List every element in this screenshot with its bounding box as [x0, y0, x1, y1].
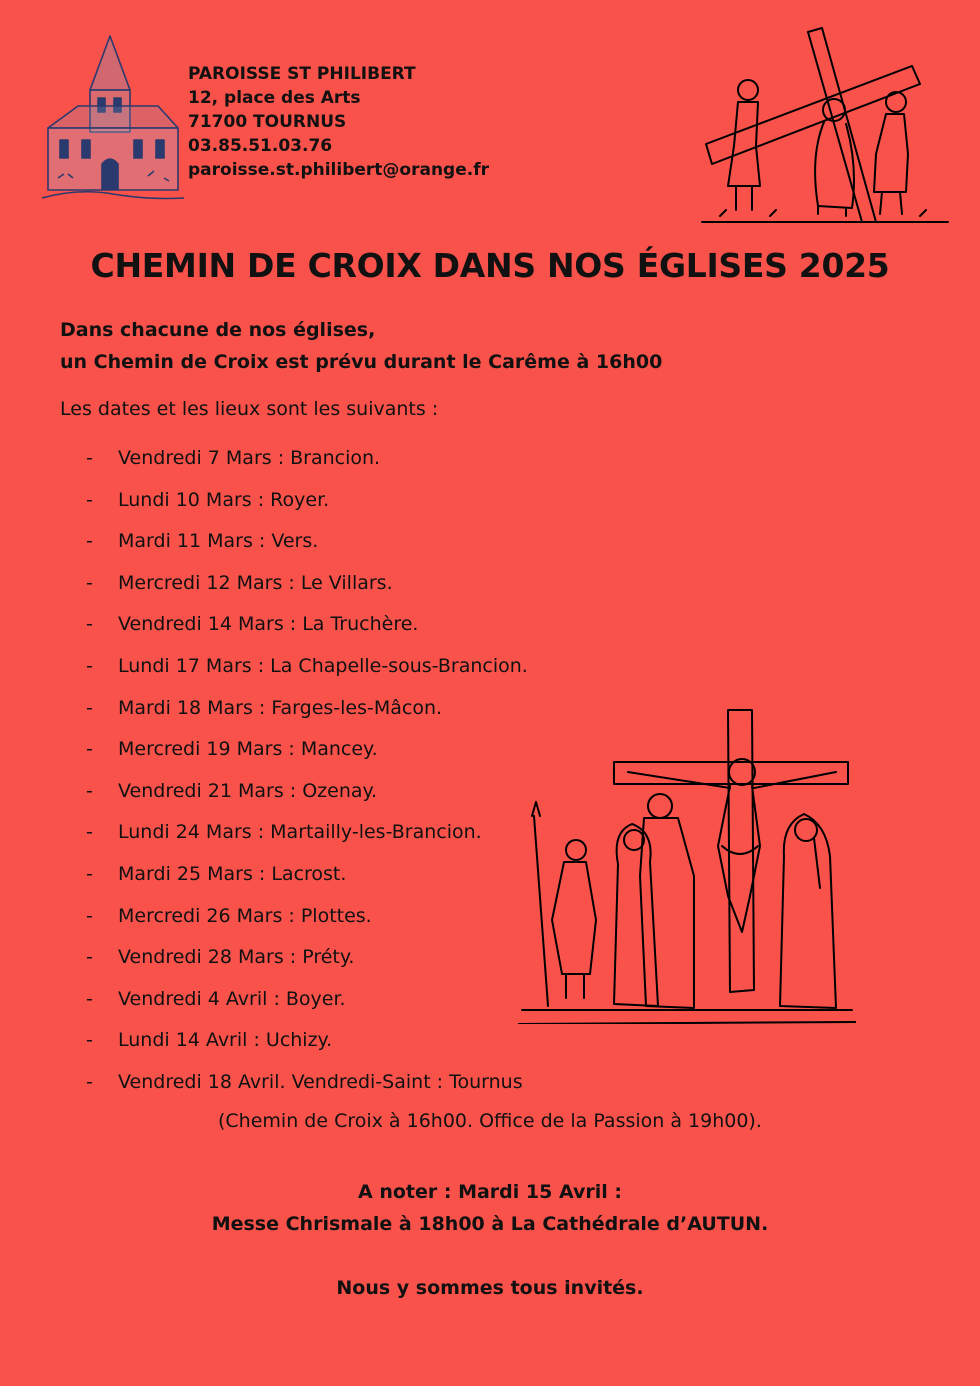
list-item-text: Vendredi 18 Avril. Vendredi-Saint : Tournus — [118, 1070, 523, 1093]
cross-bearing-illustration — [700, 26, 950, 228]
list-item-text: Vendredi 7 Mars : Brancion. — [118, 447, 381, 469]
intro-line-1: Dans chacune de nos églises, — [60, 319, 376, 341]
list-item-text: Vendredi 28 Mars : Préty. — [118, 946, 355, 969]
list-item-text: Mercredi 26 Mars : Plottes. — [118, 904, 372, 927]
list-item-text: Mardi 18 Mars : Farges-les-Mâcon. — [118, 696, 443, 719]
parish-name: PAROISSE ST PHILIBERT — [188, 64, 416, 84]
list-item-text: Vendredi 4 Avril : Boyer. — [118, 987, 346, 1010]
notice-line-1: A noter : Mardi 15 Avril : — [358, 1181, 622, 1203]
page-title: CHEMIN DE CROIX DANS NOS ÉGLISES 2025 — [90, 246, 890, 285]
list-item — [86, 818, 528, 860]
list-item — [86, 985, 528, 1027]
church-illustration — [38, 28, 188, 218]
parish-address: 12, place des Arts — [188, 88, 361, 108]
list-item-text: Lundi 17 Mars : La Chapelle-sous-Brancion. — [118, 654, 528, 677]
list-item — [86, 735, 528, 777]
list-intro: Les dates et les lieux sont les suivants : — [60, 398, 439, 420]
bullet-dash: - — [86, 904, 93, 927]
list-item-text: Mercredi 19 Mars : Mancey. — [118, 738, 378, 761]
bullet-dash: - — [86, 571, 93, 594]
list-item-text: Lundi 10 Mars : Royer. — [118, 488, 330, 511]
list-item — [86, 943, 528, 985]
bullet-dash: - — [86, 987, 93, 1010]
list-item — [86, 694, 528, 736]
bullet-dash: - — [86, 821, 93, 844]
list-item — [86, 1068, 528, 1110]
bullet-dash: - — [86, 447, 93, 469]
list-item — [86, 610, 528, 652]
list-item-text: Lundi 14 Avril : Uchizy. — [118, 1029, 333, 1052]
bullet-dash: - — [86, 946, 93, 969]
list-item — [86, 444, 528, 486]
list-item-text: Vendredi 14 Mars : La Truchère. — [118, 613, 419, 636]
bullet-dash: - — [86, 1070, 93, 1093]
invitation-line: Nous y sommes tous invités. — [336, 1277, 644, 1299]
notice-line-2: Messe Chrismale à 18h00 à La Cathédrale d’AUTUN. — [211, 1213, 769, 1235]
bullet-dash: - — [86, 696, 93, 719]
list-item — [86, 652, 528, 694]
schedule-list — [86, 444, 528, 1110]
intro-line-2: un Chemin de Croix est prévu durant le Carême à 16h00 — [60, 351, 663, 373]
parish-contact-block — [188, 62, 489, 182]
list-item-text: Mardi 11 Mars : Vers. — [118, 530, 319, 553]
good-friday-note: (Chemin de Croix à 16h00. Office de la Passion à 19h00). — [218, 1110, 762, 1132]
list-item-text: Vendredi 21 Mars : Ozenay. — [118, 779, 378, 802]
list-item — [86, 527, 528, 569]
crucifixion-illustration — [518, 706, 856, 1024]
bullet-dash: - — [86, 654, 93, 677]
parish-phone: 03.85.51.03.76 — [188, 136, 333, 156]
list-item — [86, 486, 528, 528]
list-item-text: Lundi 24 Mars : Martailly-les-Brancion. — [118, 821, 482, 844]
notice-block — [0, 1176, 980, 1304]
list-item — [86, 902, 528, 944]
intro-block — [60, 314, 662, 378]
bullet-dash: - — [86, 530, 93, 553]
list-item-text: Mercredi 12 Mars : Le Villars. — [118, 571, 393, 594]
list-item — [86, 777, 528, 819]
bullet-dash: - — [86, 738, 93, 761]
list-item — [86, 569, 528, 611]
parish-email: paroisse.st.philibert@orange.fr — [188, 160, 489, 180]
bullet-dash: - — [86, 488, 93, 511]
list-item-text: Mardi 25 Mars : Lacrost. — [118, 862, 347, 885]
bullet-dash: - — [86, 779, 93, 802]
parish-postal-city: 71700 TOURNUS — [188, 112, 347, 132]
list-item — [86, 860, 528, 902]
bullet-dash: - — [86, 862, 93, 885]
bullet-dash: - — [86, 613, 93, 636]
bullet-dash: - — [86, 1029, 93, 1052]
list-item — [86, 1026, 528, 1068]
